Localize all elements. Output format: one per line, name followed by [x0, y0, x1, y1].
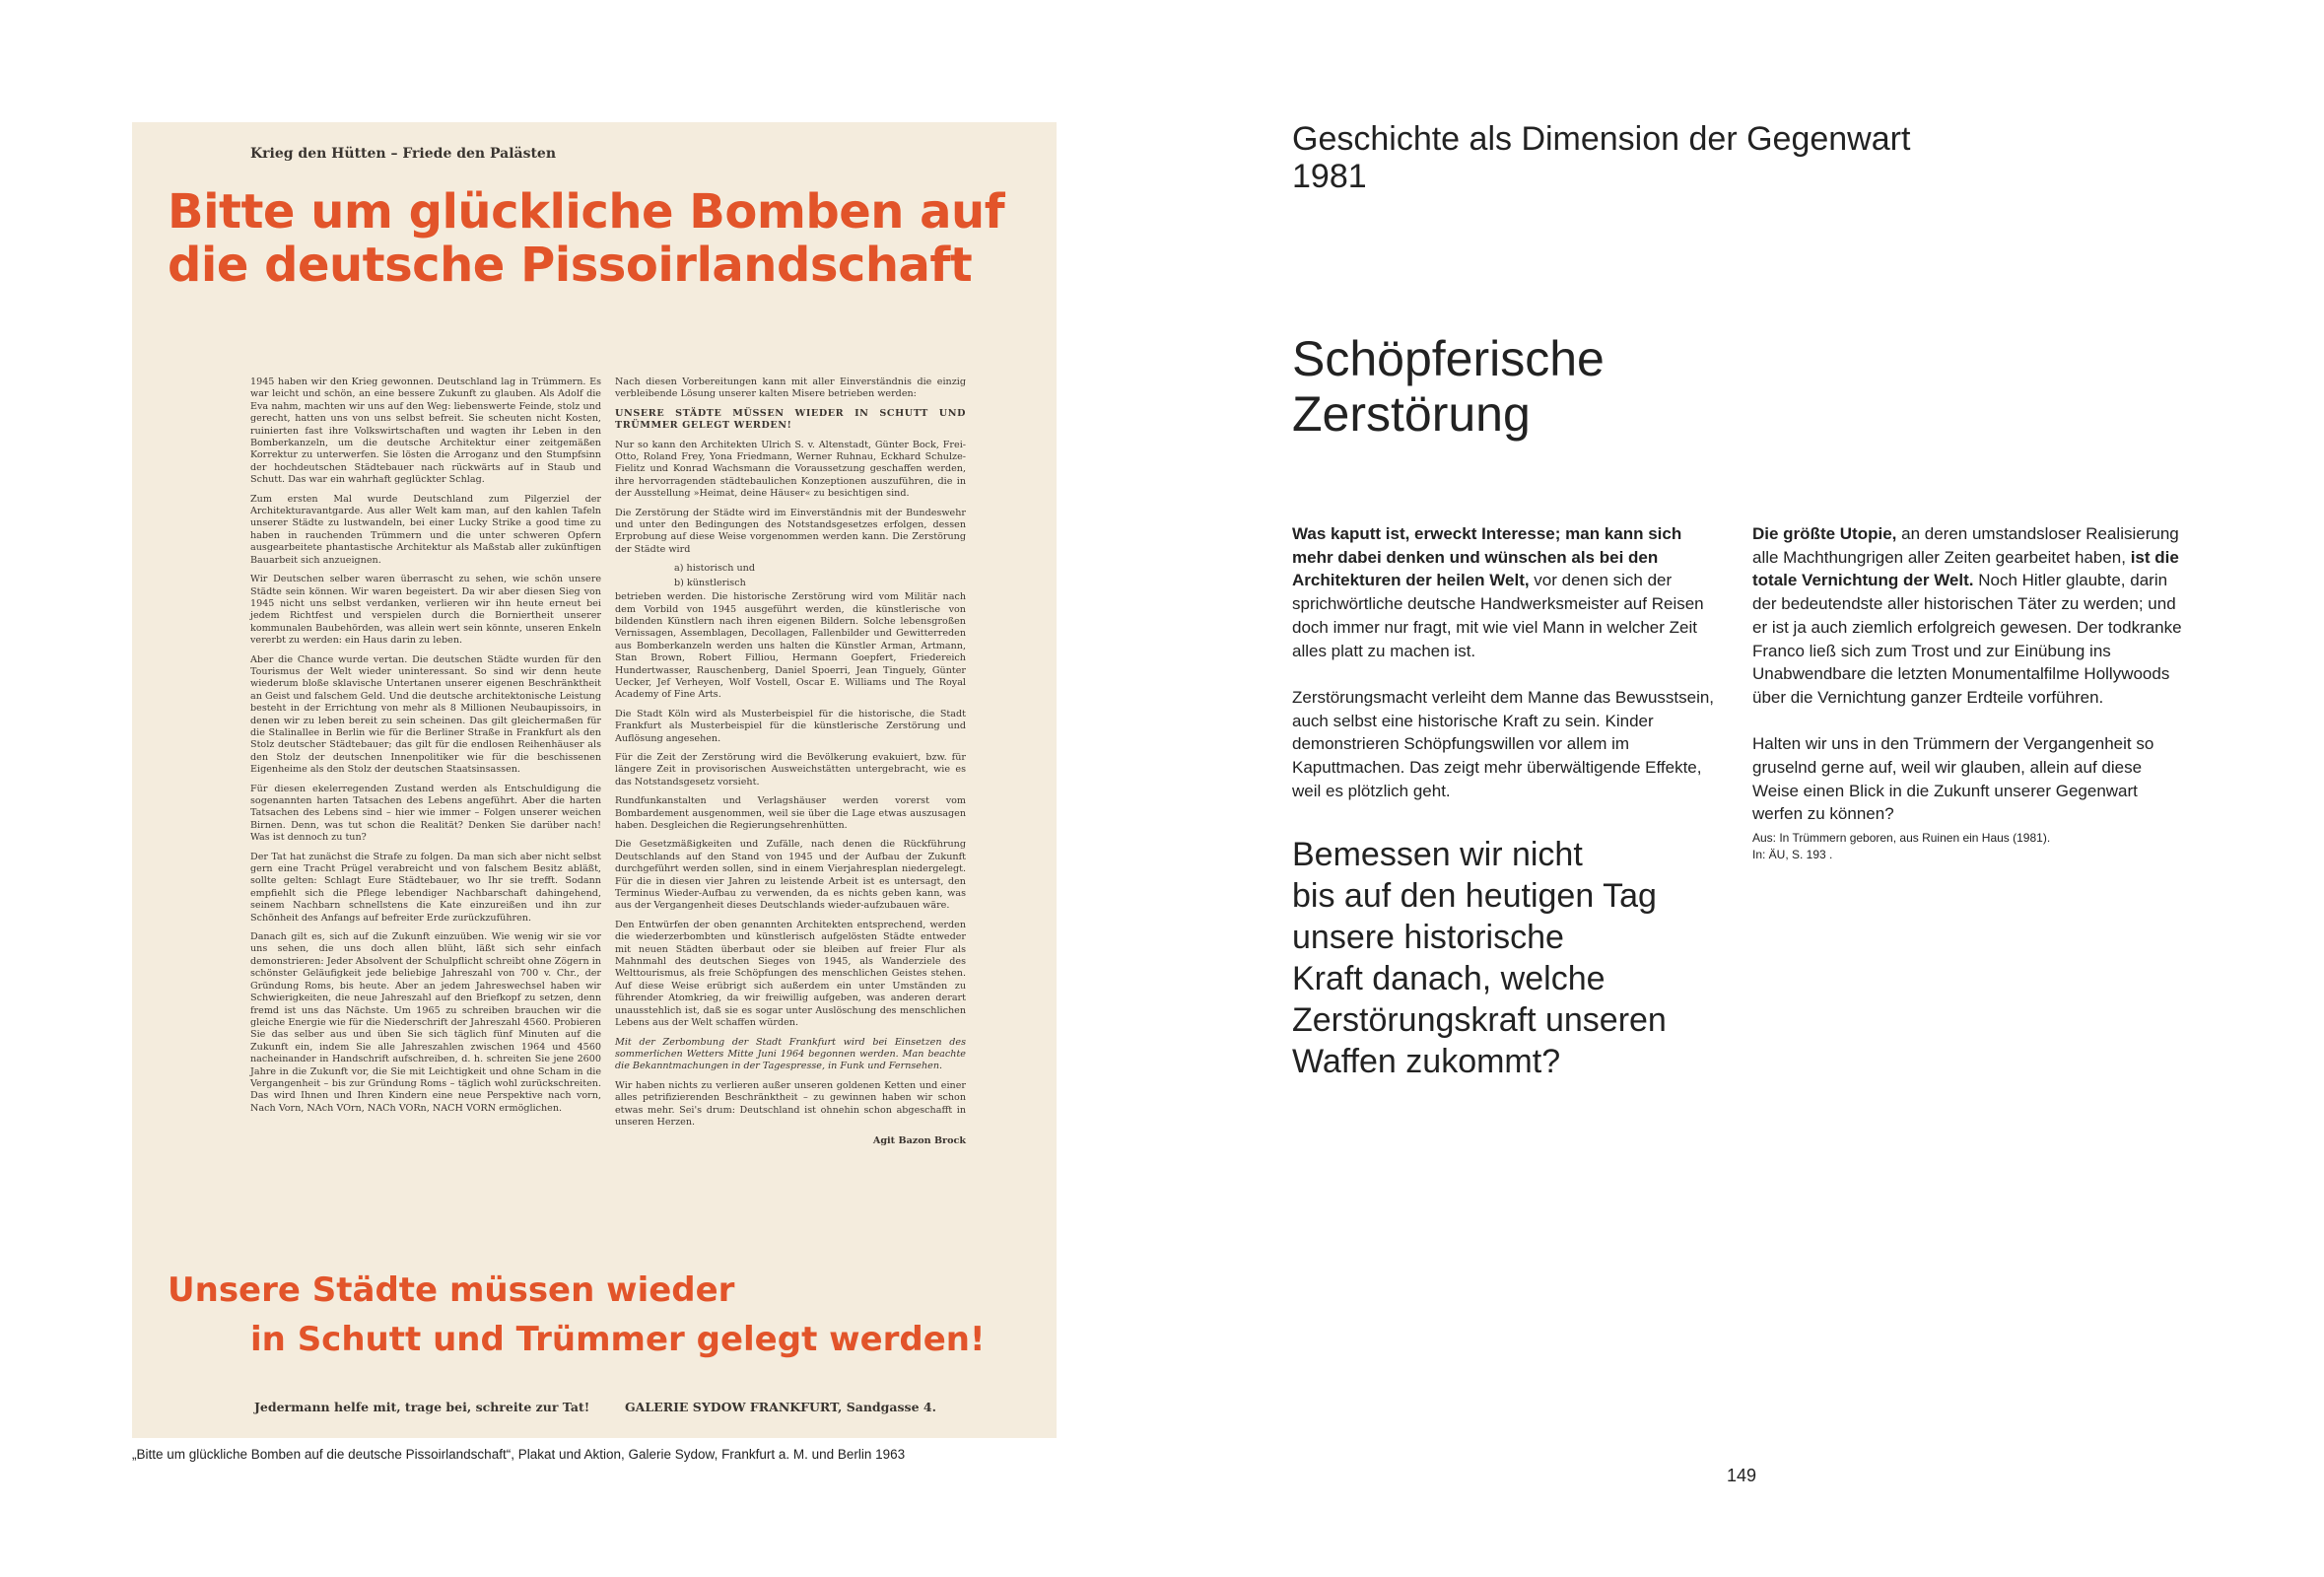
poster-paragraph: Mit der Zerbombung der Stadt Frankfurt wird bei Einsetzen des sommerlichen Wetters Mitte Juni 1964 begonnen werden. Man beachte die Bekanntmachungen in der Tagespresse, in Funk und Fernsehen.	[615, 1036, 966, 1072]
poster-list-item: b) künstlerisch	[674, 577, 746, 588]
poster-paragraph: Der Tat hat zunächst die Strafe zu folgen. Da man sich aber nicht selbst gern eine Tracht Prügel verabreicht und von falschem Besitz abläßt, sollte gelten: Schlagt Eure Städtebauer, wo Ihr sie trefft. Sodann empfiehlt sich die Pflege lebendiger Nachbarschaft dahingehend, seinem Nachbarn schnellstens die Kate einzureißen und ihn zur Schönheit des Anfangs auf befreiter Erde zurückzuführen.	[250, 851, 601, 924]
body-column-1	[1292, 522, 1726, 826]
section-title-line: Geschichte als Dimension der Gegenwart	[1292, 120, 1911, 158]
body-paragraph	[1752, 522, 2186, 710]
image-caption: „Bitte um glückliche Bomben auf die deutsche Pissoirlandschaft“, Plakat und Aktion, Galerie Sydow, Frankfurt a. M. und Berlin 1963	[132, 1447, 906, 1462]
body-paragraph: Halten wir uns in den Trümmern der Vergangenheit so gruselnd gerne auf, weil wir glauben, allein auf diese Weise einen Blick in die Zukunft unserer Gegenwart werfen zu können?	[1752, 734, 2154, 824]
body-text: Noch Hitler glaubte, darin der bedeutendste aller historischen Täter zu werden; und er ist ja auch ziemlich erfolgreich gewesen. Der todkranke Franco ließ sich zum Trost und zur Einübung ins Unabwendbare die letzten Monumentalfilme Hollywoods über die Vernichtung ganzer Erdteile vorführen.	[1752, 571, 2182, 707]
pull-quote-line: Bemessen wir nicht	[1292, 836, 1583, 873]
chapter-title-line: Zerstörung	[1292, 386, 1531, 442]
poster-paragraph: Für die Zeit der Zerstörung wird die Bevölkerung evakuiert, bzw. für längere Zeit in provisorischen Ausweichstätten untergebracht, wie es das Notstandsgesetz vorsieht.	[615, 751, 966, 788]
poster-image	[132, 122, 1057, 1438]
poster-demand: UNSERE STÄDTE MÜSSEN WIEDER IN SCHUTT UND TRÜMMER GELEGT WERDEN!	[615, 407, 966, 432]
poster-headline: Bitte um glückliche Bomben auf die deutsche Pissoirlandschaft	[168, 184, 1005, 293]
poster-right-column	[615, 377, 966, 1155]
source-line: In: ÄU, S. 193 .	[1752, 847, 1833, 861]
body-emphasis: Die größte Utopie,	[1752, 524, 1897, 543]
source-reference	[1752, 830, 2186, 863]
pull-quote	[1292, 834, 1726, 1082]
poster-list-item: a) historisch und	[674, 563, 755, 575]
page-number: 149	[1727, 1466, 1757, 1485]
poster-paragraph: Rundfunkanstalten und Verlagshäuser werden vorerst vom Bombardement ausgenommen, weil sie über die Lage etwas auszusagen haben. Desgleichen die Regierungsehrenhütten.	[615, 795, 966, 831]
poster-bottom-headline-line: in Schutt und Trümmer gelegt werden!	[250, 1320, 986, 1359]
chapter-title-line: Schöpferische	[1292, 331, 1605, 386]
poster-top-slogan: Krieg den Hütten – Friede den Palästen	[250, 146, 557, 162]
body-text: an deren umstandsloser Realisierung alle Machthungrigen aller Zeiten gearbeitet haben,	[1752, 524, 2179, 567]
poster-left-column	[250, 377, 601, 1122]
poster-paragraph: Wir Deutschen selber waren überrascht zu sehen, wie schön unsere Städte sein können. Wir waren begeistert. Da wir aber diesen Sieg von 1945 nicht uns selbst verdanken, verlieren wir ihn heute erneut bei jedem Richtfest und verspielen durch die Borniertheit unserer kommunalen Baubehörden, was allein wert sein könnte, unseren Enkeln vererbt zu werden: ein Haus darin zu leben.	[250, 574, 601, 647]
poster-paragraph: Die Stadt Köln wird als Musterbeispiel für die historische, die Stadt Frankfurt als Musterbeispiel für die künstlerische Zerstörung und Auflösung angesehen.	[615, 708, 966, 744]
poster-paragraph: Danach gilt es, sich auf die Zukunft einzuüben. Wie wenig wir sie vor uns sehen, die uns doch allen blüht, läßt sich sehr einfach demonstrieren: Jeder Absolvent der Schulpflicht schreibt ohne Zögern in schönster Geläufigkeit jede beliebige Jahreszahl von 700 v. Chr., der Gründung Roms, bis heute. Aber an jedem Jahreswechsel haben wir Schwierigkeiten, die neue Jahreszahl auf den Briefkopf zu setzen, denn fremd ist uns das Nächste. Um 1965 zu schreiben brauchen wir die gleiche Energie wie für die Niederschrift der Jahreszahl 4560. Probieren Sie das selber aus und üben Sie sich täglich fünf Minuten auf die Zukunft ein, indem Sie alle Jahreszahlen zwischen 1964 und 4560 nacheinander in Handschrift aufschreiben, d. h. schreiten Sie jene 2600 Jahre in die Zukunft vor, die Sie mit Leichtigkeit und ohne Scham in die Vergangenheit – bis zur Gründung Roms – täglich wohl zurückschreiten. Das wird Ihnen und Ihren Kindern eine neue Perspektive nach vorn, Nach Vorn, NAch VOrn, NACh VORn, NACH VORN ermöglichen.	[250, 931, 601, 1114]
poster-paragraph: 1945 haben wir den Krieg gewonnen. Deutschland lag in Trümmern. Es war leicht und schön, an eine bessere Zukunft zu glauben. Als Adolf die Eva nahm, machten wir uns auf den Weg: liebenswerte Feinde, stolz und gerecht, hatten uns von uns selbst befreit. Sie scheuten nicht Kosten, ruinierten fast ihre Volkswirtschaften und wagten ihr Leben in den Bomberkanzeln, um die deutsche Architektur einer zeitgemäßen Korrektur zu unterwerfen. Sie lösten die Arroganz und den Stumpfsinn der hochdeutschen Städtebauer nach rückwärts auf in Staub und Schutt. Das war ein wahrhaft geglückter Schlag.	[250, 377, 601, 486]
poster-paragraph: Aber die Chance wurde vertan. Die deutschen Städte wurden für den Tourismus der Welt wieder uninteressant. So sind wir denn heute wiederum bloße sklavische Untertanen unserer eigenen Beschränktheit an Geist und falschem Geld. Und die deutsche architektonische Leistung besteht in der Errichtung von mehr als 8 Millionen Neubaupissoirs, in denen wir zu leben bereit zu sein scheinen. Das gilt gleichermaßen für die Stalinallee in Berlin wie für die Berliner Straße in Frankfurt als den Stolz deutscher Städtebauer; das gilt für die endlosen Reihenhäuser als den Stolz der deutschen Innenpolitiker wie für die beschissenen Eigenheime als den Stolz der deutschen Staatsinsassen.	[250, 653, 601, 776]
poster-paragraph: betrieben werden. Die historische Zerstörung wird vom Militär nach dem Vorbild von 1945 ausgeführt werden, die künstlerische von bildenden Künstlern nach ihren eigenen Bildern. Solche lebensgroßen Vernissagen, Assemblagen, Decollagen, Fallenbilder und Gewitterreden aus Bomberkanzeln werden uns halten die Künstler Arman, Artmann, Stan Brown, Robert Filliou, Hermann Goepfert, Friedereich Hundertwasser, Rauschenberg, Daniel Spoerri, Jean Tinguely, Günter Uecker, Jef Verheyen, Wolf Vostell, Oscar E. Williams und The Royal Academy of Fine Arts.	[615, 591, 966, 701]
body-paragraph: Zerstörungsmacht verleiht dem Manne das Bewusstsein, auch selbst eine historische Kraft zu sein. Kinder demonstrieren Schöpfungswillen vor allem im Kaputtmachen. Das zeigt mehr überwältigende Effekte, weil es plötzlich geht.	[1292, 687, 1715, 800]
poster-paragraph: Nur so kann den Architekten Ulrich S. v. Altenstadt, Günter Bock, Frei-Otto, Roland Frey, Yona Friedmann, Werner Ruhnau, Eckhard Schulze-Fielitz und Konrad Wachsmann die Voraussetzung geschaffen werden, ihre hervorragenden städtebaulichen Konzeptionen auszuführen, die in der Ausstellung »Heimat, deine Häuser« zu besichtigen sind.	[615, 439, 966, 500]
pull-quote-line: bis auf den heutigen Tag	[1292, 877, 1657, 915]
poster-footer-right: GALERIE SYDOW FRANKFURT, Sandgasse 4.	[625, 1400, 936, 1414]
poster-paragraph: Zum ersten Mal wurde Deutschland zum Pilgerziel der Architekturavantgarde. Aus aller Welt kam man, auf den kahlen Tafeln unserer Städte zu lustwandeln, bei einer Lucky Strike a good time zu haben in rauchenden Trümmern und die unter schweren Opfern ausgearbeitete phantastische Architektur als Maßstab aller zukünftigen Bauarbeit sich anzueignen.	[250, 493, 601, 566]
pull-quote-line: unsere historische	[1292, 919, 1564, 956]
body-emphasis: ist die totale Vernichtung der Welt.	[1752, 547, 2179, 590]
poster-paragraph: Die Zerstörung der Städte wird im Einverständnis mit der Bundeswehr und unter den Bedingungen des Notstandsgesetzes erfolgen, dessen Erprobung auf diese Weise vorgenommen werden kann. Die Zerstörung der Städte wird	[615, 507, 966, 555]
pull-quote-line: Kraft danach, welche	[1292, 960, 1606, 997]
poster-paragraph: Den Entwürfen der oben genannten Architekten entsprechend, werden die wiederzerbombten und künstlerisch aufgelösten Städte entweder mit neuen Städten überbaut oder sie bleiben auf freier Flur als Mahnmahl des deutschen Sieges von 1945, als Wanderziele des Welttourismus, als freie Schöpfungen des menschlichen Geistes stehen. Auf diese Weise erübrigt sich außerdem ein unter Umständen zu führender Atomkrieg, da wir freiwillig aufgeben, was anderen derart unausstehlich ist, daß sie es sogar unter Auslöschung des menschlichen Lebens aus der Welt schaffen würden.	[615, 919, 966, 1029]
pull-quote-line: Waffen zukommt?	[1292, 1043, 1561, 1080]
section-title	[1292, 120, 1910, 195]
poster-paragraph: Wir haben nichts zu verlieren außer unseren goldenen Ketten und einer alles petrifizierenden Beschränktheit – zu gewinnen haben wir schon etwas mehr. Sei's drum: Deutschland ist ohnehin schon abgeschafft in unseren Herzen.	[615, 1079, 966, 1128]
body-paragraph	[1292, 522, 1726, 662]
poster-bottom-headline-line: Unsere Städte müssen wieder	[168, 1270, 735, 1310]
pull-quote-line: Zerstörungskraft unseren	[1292, 1001, 1667, 1039]
body-column-2	[1752, 522, 2186, 863]
chapter-title	[1292, 331, 1605, 442]
poster-signature: Agit Bazon Brock	[872, 1135, 966, 1147]
source-line: Aus: In Trümmern geboren, aus Ruinen ein Haus (1981).	[1752, 830, 2051, 845]
poster-paragraph: Nach diesen Vorbereitungen kann mit aller Einverständnis die einzig verbleibende Lösung unserer kalten Misere betrieben werden:	[615, 377, 966, 400]
section-year: 1981	[1292, 158, 1367, 195]
body-text: vor denen sich der sprichwörtliche deutsche Handwerksmeister auf Reisen doch immer nur fragt, mit wie viel Mann in welcher Zeit alles platt zu machen ist.	[1292, 571, 1704, 660]
poster-paragraph: Für diesen ekelerregenden Zustand werden als Entschuldigung die sogenannten harten Tatsachen des Lebens angeführt. Aber die harten Tatsachen des Lebens sind – hier wie immer – Folgen unserer weichen Birnen. Denn, was tut schon die Realität? Denken Sie darüber nach! Was ist dennoch zu tun?	[250, 783, 601, 844]
poster-footer-left: Jedermann helfe mit, trage bei, schreite zur Tat!	[254, 1400, 590, 1414]
poster-paragraph: Die Gesetzmäßigkeiten und Zufälle, nach denen die Rückführung Deutschlands auf den Stand von 1945 und der Aufbau der Zukunft durchgeführt werden sollen, sind in einem Vierjahresplan niedergelegt. Für die in diesen vier Jahren zu leistende Arbeit ist es untersagt, den Terminus Wieder-Aufbau zu verwenden, da es nichts geben kann, was aus der Vergangenheit dieses Deutschlands wieder-aufzubauen wäre.	[615, 839, 966, 912]
poster-bottom-headline	[168, 1266, 1035, 1364]
body-emphasis: Was kaputt ist, erweckt Interesse; man kann sich mehr dabei denken und wünschen als bei den Architekturen der heilen Welt,	[1292, 524, 1682, 590]
